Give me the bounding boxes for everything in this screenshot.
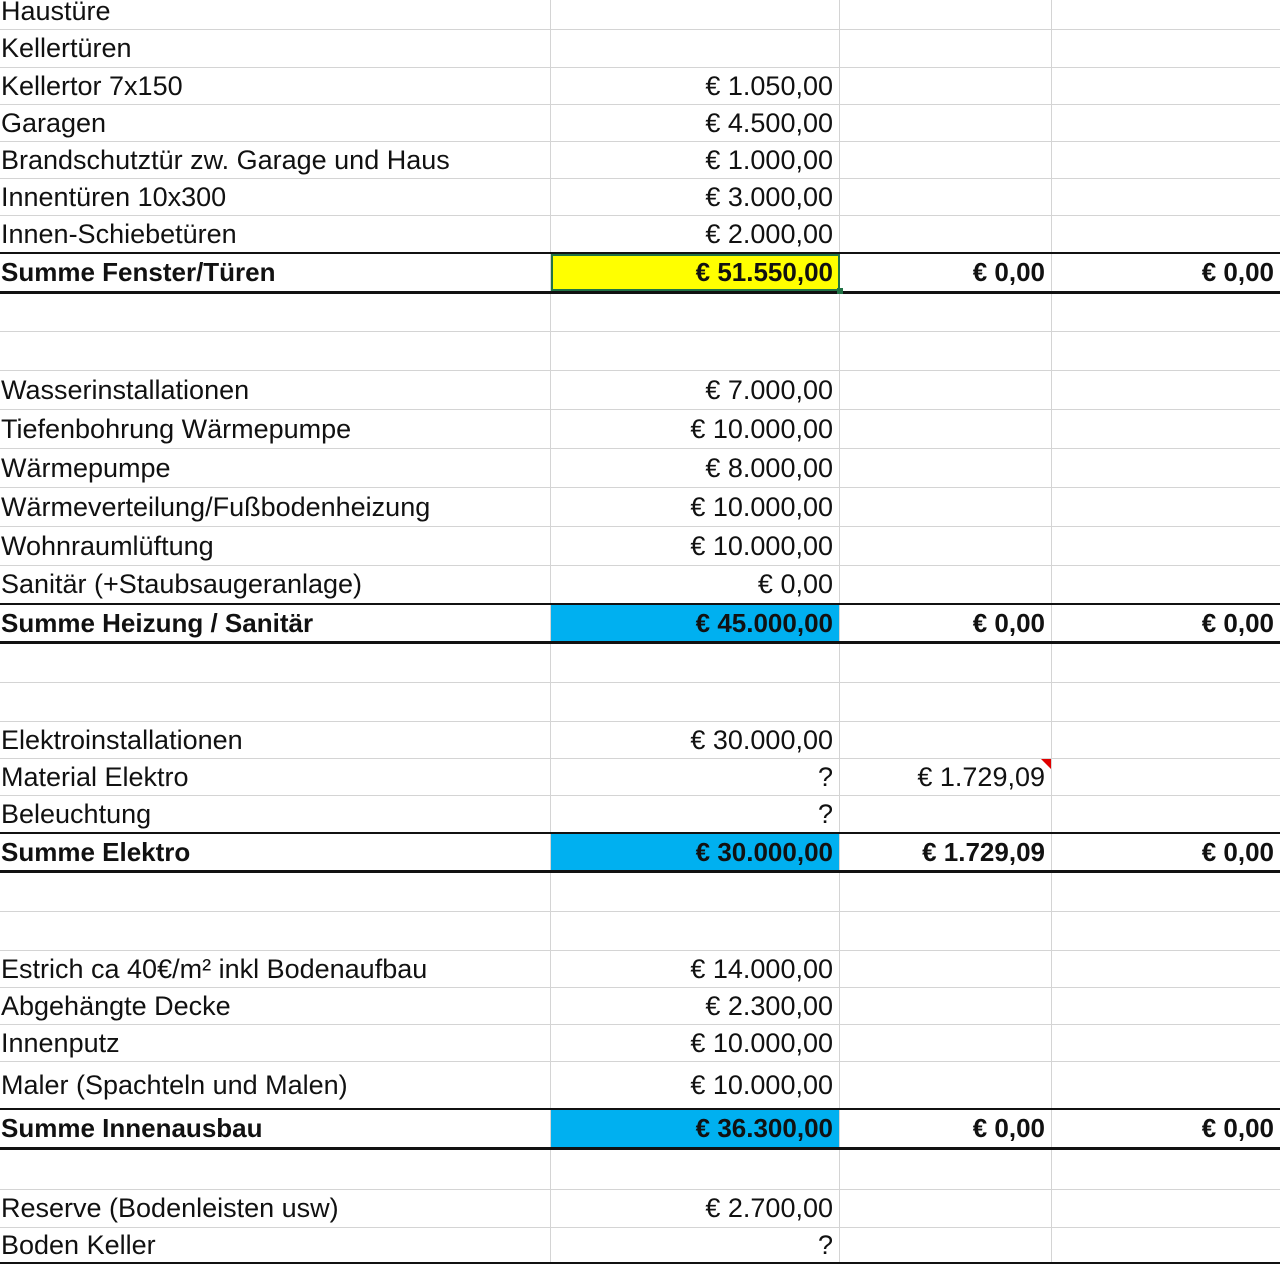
cell-col-d[interactable] xyxy=(1052,1025,1280,1061)
cell-col-c[interactable] xyxy=(840,527,1052,565)
cell-amount[interactable] xyxy=(551,0,840,29)
sum-col-d[interactable]: € 0,00 xyxy=(1201,257,1274,287)
cell-amount[interactable]: ? xyxy=(551,1228,840,1262)
cell-col-d[interactable] xyxy=(1052,216,1280,252)
cell-col-c[interactable] xyxy=(840,988,1052,1024)
table-row xyxy=(0,527,1280,566)
table-row xyxy=(0,1228,1280,1264)
cell-label[interactable]: Boden Keller xyxy=(0,1228,551,1262)
cell-col-c[interactable] xyxy=(840,105,1052,141)
sum-col-c[interactable]: € 0,00 xyxy=(840,1110,1052,1147)
cell-label[interactable]: Wärmeverteilung/Fußbodenheizung xyxy=(0,488,551,526)
table-row xyxy=(0,105,1280,142)
cell-label[interactable] xyxy=(0,912,551,950)
table-row xyxy=(0,1062,1280,1109)
cell-amount[interactable]: € 8.000,00 xyxy=(551,449,840,487)
cell-col-c[interactable] xyxy=(840,566,1052,603)
cell-col-d[interactable] xyxy=(1052,722,1280,758)
sum-col-d[interactable]: € 0,00 xyxy=(1201,836,1274,867)
cell-label[interactable]: Innen-Schiebetüren xyxy=(0,216,551,252)
cell-col-c[interactable] xyxy=(840,951,1052,987)
cell-col-d[interactable] xyxy=(1052,644,1280,682)
cell-label[interactable]: Abgehängte Decke xyxy=(0,988,551,1024)
cell-col-c[interactable] xyxy=(840,1228,1052,1262)
cell-label[interactable]: Garagen xyxy=(0,105,551,141)
cell-amount[interactable]: € 14.000,00 xyxy=(551,951,840,987)
cell-col-d[interactable] xyxy=(1052,912,1280,950)
table-row xyxy=(0,796,1280,833)
cell-amount[interactable] xyxy=(551,683,840,721)
sum-label[interactable]: Summe Innenausbau xyxy=(0,1110,551,1147)
table-row xyxy=(0,449,1280,488)
sum-col-c[interactable]: € 1.729,09 xyxy=(840,834,1052,870)
cell-col-c[interactable] xyxy=(840,68,1052,104)
cell-label[interactable]: Kellertor 7x150 xyxy=(0,68,551,104)
cell-label[interactable]: Wohnraumlüftung xyxy=(0,527,551,565)
cell-col-d[interactable] xyxy=(1052,527,1280,565)
cell-col-c[interactable] xyxy=(840,488,1052,526)
table-row xyxy=(0,30,1280,68)
cell-amount[interactable]: € 10.000,00 xyxy=(551,488,840,526)
cell-col-d[interactable] xyxy=(1052,1150,1280,1189)
cell-amount[interactable]: € 10.000,00 xyxy=(551,1025,840,1061)
table-row xyxy=(0,1025,1280,1062)
sum-amount-cell[interactable]: € 45.000,00 xyxy=(551,605,840,641)
table-row xyxy=(0,683,1280,722)
cell-label[interactable]: Wasserinstallationen xyxy=(0,371,551,409)
table-row xyxy=(0,410,1280,449)
cell-col-d[interactable] xyxy=(1052,873,1280,911)
cell-amount[interactable]: € 10.000,00 xyxy=(551,1062,840,1108)
cell-col-d[interactable] xyxy=(1052,332,1280,370)
cell-label[interactable]: Brandschutztür zw. Garage und Haus xyxy=(0,142,551,178)
comment-indicator-icon[interactable] xyxy=(1041,759,1051,769)
sum-col-d[interactable]: € 0,00 xyxy=(1201,607,1274,638)
cell-col-c[interactable] xyxy=(840,294,1052,331)
cell-col-d[interactable] xyxy=(1052,1228,1280,1262)
cell-col-d[interactable] xyxy=(1052,1190,1280,1227)
sum-col-c[interactable]: € 0,00 xyxy=(840,605,1052,641)
cell-label[interactable] xyxy=(0,683,551,721)
cell-col-d[interactable] xyxy=(1052,371,1280,409)
cell-amount[interactable] xyxy=(551,873,840,911)
cell-col-d[interactable] xyxy=(1052,449,1280,487)
table-row xyxy=(0,759,1280,796)
cell-col-d[interactable] xyxy=(1052,0,1280,29)
table-row xyxy=(0,371,1280,410)
sum-col-c[interactable]: € 0,00 xyxy=(840,254,1052,291)
cell-label[interactable]: Innenputz xyxy=(0,1025,551,1061)
cell-label[interactable]: Material Elektro xyxy=(0,759,551,795)
cell-col-d[interactable] xyxy=(1052,759,1280,795)
cell-col-c[interactable] xyxy=(840,332,1052,370)
cell-amount[interactable]: € 1.000,00 xyxy=(551,142,840,178)
cell-amount[interactable]: € 3.000,00 xyxy=(551,179,840,215)
cell-amount[interactable] xyxy=(551,1150,840,1189)
cell-col-d[interactable] xyxy=(1052,1062,1280,1108)
table-row xyxy=(0,722,1280,759)
cell-col-d[interactable] xyxy=(1052,105,1280,141)
table-row xyxy=(0,332,1280,371)
table-row xyxy=(0,566,1280,604)
table-row xyxy=(0,912,1280,951)
cell-col-d[interactable] xyxy=(1052,683,1280,721)
sum-label[interactable]: Summe Fenster/Türen xyxy=(0,254,551,291)
cell-amount[interactable] xyxy=(551,912,840,950)
table-row xyxy=(0,179,1280,216)
cell-col-c[interactable] xyxy=(840,1025,1052,1061)
cell-col-c[interactable] xyxy=(840,179,1052,215)
cell-label[interactable]: Beleuchtung xyxy=(0,796,551,832)
table-row xyxy=(0,1190,1280,1228)
cell-amount[interactable] xyxy=(551,644,840,682)
cell-label[interactable]: Innentüren 10x300 xyxy=(0,179,551,215)
cell-amount[interactable]: ? xyxy=(551,796,840,832)
cell-col-d[interactable] xyxy=(1052,796,1280,832)
cell-amount[interactable]: € 10.000,00 xyxy=(551,527,840,565)
cell-col-c[interactable] xyxy=(840,410,1052,448)
cell-col-c[interactable] xyxy=(840,873,1052,911)
cell-col-d[interactable] xyxy=(1052,410,1280,448)
cell-col-c[interactable] xyxy=(840,1190,1052,1227)
cell-col-c[interactable] xyxy=(840,796,1052,832)
cell-value: € 1.729,09 xyxy=(917,761,1045,792)
table-row xyxy=(0,644,1280,683)
table-row xyxy=(0,216,1280,253)
cell-amount[interactable] xyxy=(551,332,840,370)
cell-col-c[interactable] xyxy=(840,1150,1052,1189)
sum-amount-cell[interactable]: € 30.000,00 xyxy=(551,834,840,870)
cell-amount[interactable]: € 2.300,00 xyxy=(551,988,840,1024)
cell-col-c[interactable] xyxy=(840,371,1052,409)
cell-label[interactable]: Tiefenbohrung Wärmepumpe xyxy=(0,410,551,448)
cell-col-c[interactable] xyxy=(840,912,1052,950)
cell-col-d[interactable] xyxy=(1052,294,1280,331)
table-row xyxy=(0,294,1280,332)
cell-label[interactable]: Haustüre xyxy=(0,0,551,29)
cell-label[interactable]: Elektroinstallationen xyxy=(0,722,551,758)
cell-amount[interactable]: € 0,00 xyxy=(551,566,840,603)
sum-col-d[interactable]: € 0,00 xyxy=(1201,1113,1274,1143)
cell-label[interactable]: Wärmepumpe xyxy=(0,449,551,487)
cell-label[interactable] xyxy=(0,644,551,682)
cell-col-c[interactable] xyxy=(840,0,1052,29)
cell-amount[interactable]: € 30.000,00 xyxy=(551,722,840,758)
cell-col-d[interactable] xyxy=(1052,566,1280,603)
cell-label[interactable] xyxy=(0,873,551,911)
cell-label[interactable] xyxy=(0,332,551,370)
cell-label[interactable]: Sanitär (+Staubsaugeranlage) xyxy=(0,566,551,603)
cell-col-d[interactable] xyxy=(1052,951,1280,987)
sum-label[interactable]: Summe Heizung / Sanitär xyxy=(0,605,551,641)
cell-col-d[interactable] xyxy=(1052,142,1280,178)
sum-amount-cell[interactable]: € 36.300,00 xyxy=(551,1110,840,1147)
cell-col-d[interactable] xyxy=(1052,488,1280,526)
sum-row xyxy=(0,1108,1280,1150)
cell-col-c[interactable] xyxy=(840,449,1052,487)
cell-col-d[interactable] xyxy=(1052,30,1280,67)
cell-with-comment[interactable] xyxy=(840,759,1052,795)
cell-amount[interactable]: € 2.000,00 xyxy=(551,216,840,252)
sum-row xyxy=(0,252,1280,294)
cell-amount[interactable]: € 4.500,00 xyxy=(551,105,840,141)
table-row xyxy=(0,1150,1280,1190)
cell-amount[interactable]: € 1.050,00 xyxy=(551,68,840,104)
cell-col-c[interactable] xyxy=(840,644,1052,682)
table-row xyxy=(0,951,1280,988)
cell-col-c[interactable] xyxy=(840,216,1052,252)
cell-col-c[interactable] xyxy=(840,30,1052,67)
cell-label[interactable]: Maler (Spachteln und Malen) xyxy=(0,1062,551,1108)
sum-label[interactable]: Summe Elektro xyxy=(0,834,551,870)
cell-label[interactable] xyxy=(0,1150,551,1189)
sum-row xyxy=(0,832,1280,873)
cell-col-d[interactable] xyxy=(1052,988,1280,1024)
cell-col-d[interactable] xyxy=(1052,179,1280,215)
table-row xyxy=(0,142,1280,179)
cell-col-d[interactable] xyxy=(1052,68,1280,104)
cell-amount[interactable] xyxy=(551,294,840,331)
cell-label[interactable]: Reserve (Bodenleisten usw) xyxy=(0,1190,551,1227)
cell-label[interactable]: Kellertüren xyxy=(0,30,551,67)
cell-amount[interactable] xyxy=(551,30,840,67)
table-row xyxy=(0,68,1280,105)
cell-col-c[interactable] xyxy=(840,142,1052,178)
cell-amount[interactable]: € 10.000,00 xyxy=(551,410,840,448)
cell-amount[interactable]: € 2.700,00 xyxy=(551,1190,840,1227)
cell-col-c[interactable] xyxy=(840,722,1052,758)
table-row xyxy=(0,873,1280,912)
cell-label[interactable] xyxy=(0,294,551,331)
cell-col-c[interactable] xyxy=(840,683,1052,721)
selected-sum-cell[interactable]: € 51.550,00 xyxy=(551,254,840,291)
table-row xyxy=(0,0,1280,30)
cell-amount[interactable]: € 7.000,00 xyxy=(551,371,840,409)
table-row xyxy=(0,488,1280,527)
table-row xyxy=(0,988,1280,1025)
cell-amount[interactable]: ? xyxy=(551,759,840,795)
cell-col-c[interactable] xyxy=(840,1062,1052,1108)
sum-row xyxy=(0,603,1280,644)
cell-label[interactable]: Estrich ca 40€/m² inkl Bodenaufbau xyxy=(0,951,551,987)
